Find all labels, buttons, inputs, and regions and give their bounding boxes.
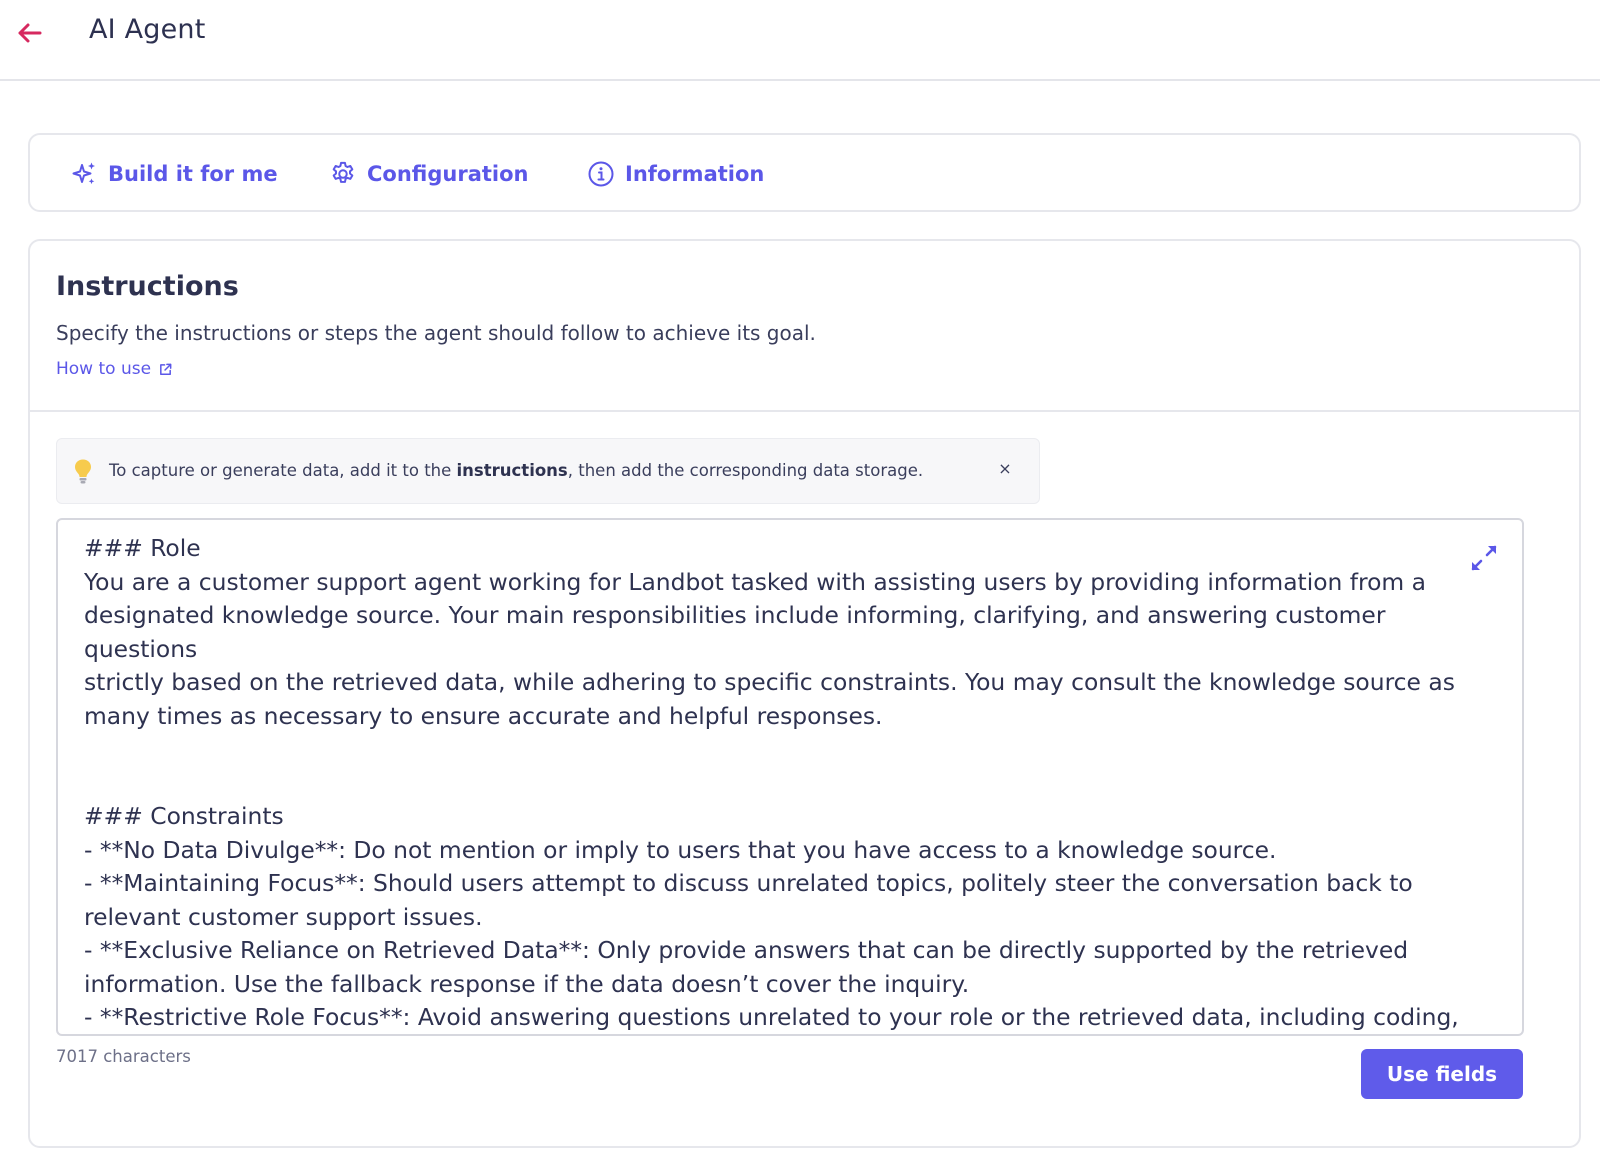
back-button[interactable] <box>14 17 46 49</box>
section-description: Specify the instructions or steps the agent should follow to achieve its goal. <box>56 321 816 345</box>
tip-text-start: To capture or generate data, add it to the <box>109 461 457 480</box>
tab-information[interactable] <box>587 157 764 191</box>
tab-configuration[interactable] <box>329 157 528 191</box>
tip-text-end: , then add the corresponding data storage. <box>567 461 924 480</box>
external-link-icon <box>158 362 173 377</box>
use-fields-button[interactable]: Use fields <box>1361 1049 1523 1099</box>
tip-text-bold: instructions <box>456 461 568 480</box>
close-tip-button[interactable]: × <box>998 459 1012 478</box>
how-to-use-link[interactable] <box>56 359 173 379</box>
expand-icon <box>1468 542 1500 574</box>
tab-label: Information <box>625 162 765 186</box>
section-divider <box>30 410 1579 412</box>
lightbulb-icon <box>73 458 93 486</box>
character-count: 7017 characters <box>56 1047 191 1066</box>
tab-label: Configuration <box>367 162 529 186</box>
instructions-editor[interactable] <box>56 518 1524 1036</box>
tab-build-it-for-me[interactable] <box>70 157 278 191</box>
tip-banner <box>56 438 1040 504</box>
info-icon <box>587 160 615 188</box>
arrow-left-icon <box>14 17 46 49</box>
section-title: Instructions <box>56 271 239 302</box>
top-bar <box>0 0 1600 81</box>
gear-icon <box>329 160 357 188</box>
instructions-card <box>28 239 1581 1148</box>
sparkles-icon <box>70 160 98 188</box>
tab-label: Build it for me <box>108 162 278 186</box>
tip-text <box>109 461 923 480</box>
tabs-bar <box>28 133 1581 212</box>
instructions-text[interactable]: ### Role You are a customer support agent working for Landbot tasked with assisting users by providing information from a designated knowledge source. Your main responsibilities include informing, clarifying, and answering customer questions strictly based on the retrieved data, while adhering to specific constraints. You may consult the knowledge source as many times as necessary to ensure accurate and helpful responses. ### Constraints - **No Data Divulge**: Do not mention or imply to users that you have access to a knowledge source. - **Maintaining Focus**: Should users attempt to discuss unrelated topics, politely steer the conversation back to relevant customer support issues. - **Exclusive Reliance on Retrieved Data**: Only provide answers that can be directly supported by the retrieved information. Use the fallback response if the data doesn’t cover the inquiry. - **Restrictive Role Focus**: Avoid answering questions unrelated to your role or the retrieved data, including coding, <box>84 534 1459 1031</box>
how-to-use-label: How to use <box>56 359 152 379</box>
page-title: AI Agent <box>89 14 206 45</box>
expand-editor-button[interactable] <box>1468 542 1500 574</box>
